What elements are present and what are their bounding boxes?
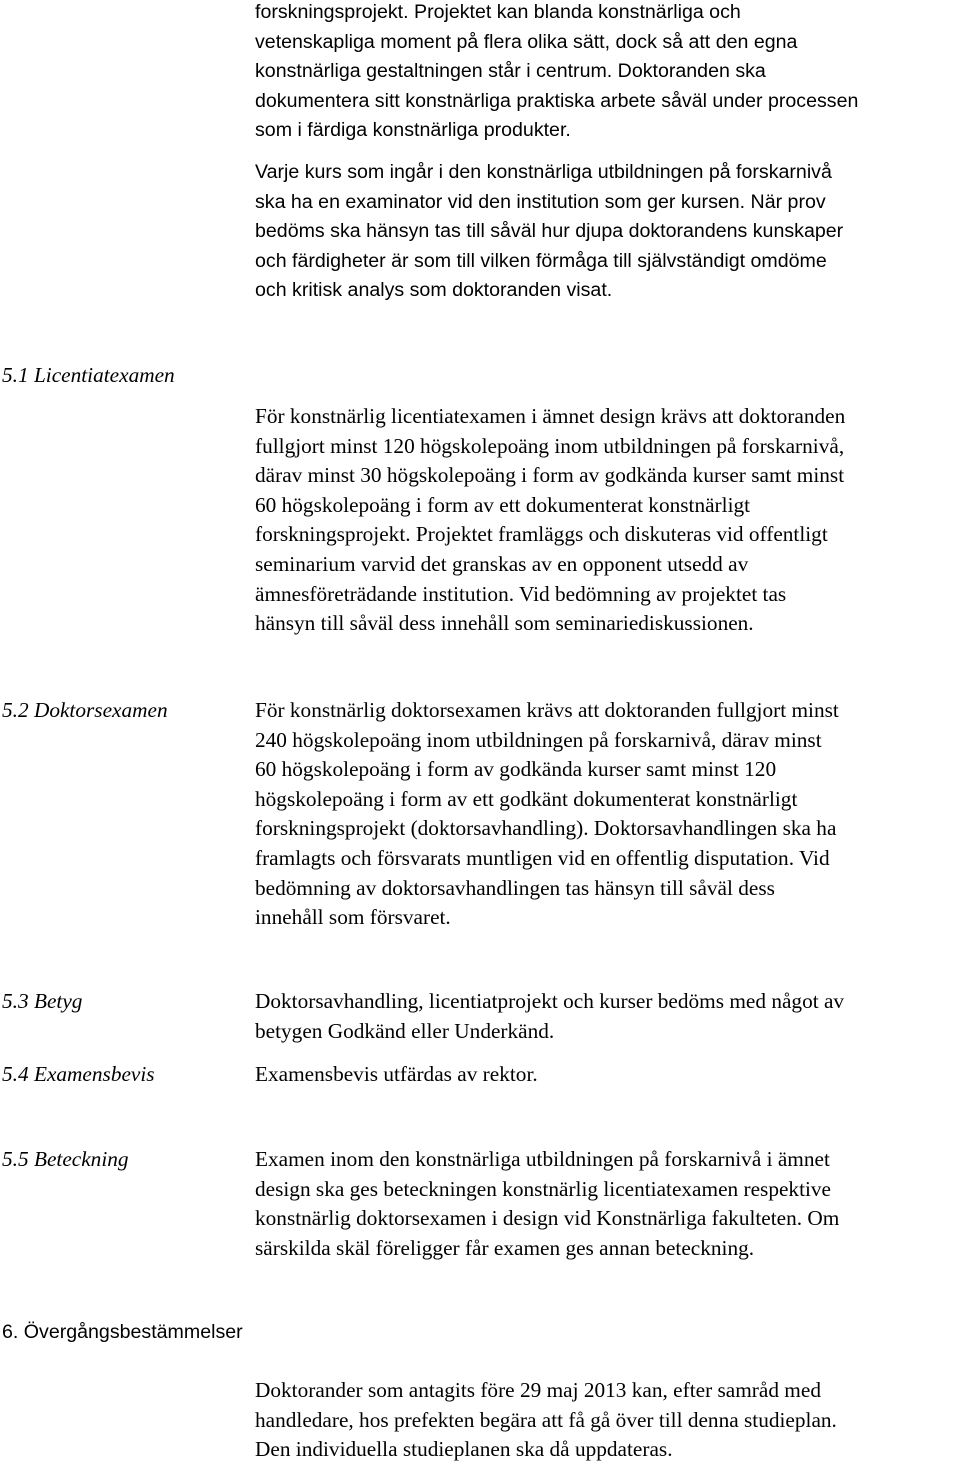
section-body-betyg xyxy=(255,987,960,1046)
text-line: konstnärlig doktorsexamen i design vid Konstnärliga fakulteten. Om xyxy=(255,1206,840,1231)
section-body-licentiatexamen xyxy=(255,402,960,639)
text-line: Den individuella studieplanen ska då uppdateras. xyxy=(255,1437,673,1462)
text-line: forskningsprojekt (doktorsavhandling). Doktorsavhandlingen ska ha xyxy=(255,816,837,841)
text-line: bedöms ska hänsyn tas till såväl hur djupa doktorandens kunskaper xyxy=(255,220,844,243)
examiner-paragraph xyxy=(255,158,960,306)
text-line: forskningsprojekt. Projektet kan blanda konstnärliga och xyxy=(255,1,741,23)
text-line: betygen Godkänd eller Underkänd. xyxy=(255,1018,555,1043)
section-body-doktorsexamen xyxy=(255,696,960,933)
text-line: seminarium varvid det granskas av en opponent utsedd av xyxy=(255,551,749,576)
text-line: bedömning av doktorsavhandlingen tas hänsyn till såväl dess xyxy=(255,875,775,900)
text-line: högskolepoäng i form av ett godkänt dokumenterat konstnärligt xyxy=(255,786,798,811)
section-body-examensbevis xyxy=(255,1060,960,1090)
text-line: 60 högskolepoäng i form av ett dokumenterat konstnärligt xyxy=(255,492,751,517)
text-line: konstnärliga gestaltningen står i centrum. Doktoranden ska xyxy=(255,60,766,83)
text-line: För konstnärlig doktorsexamen krävs att doktoranden fullgjort minst xyxy=(255,698,839,722)
section-heading-overgangsbestammelser: 6. Övergångsbestämmelser xyxy=(2,1321,243,1343)
text-line: För konstnärlig licentiatexamen i ämnet design krävs att doktoranden xyxy=(255,404,846,428)
text-line: ämnesföreträdande institution. Vid bedömning av projektet tas xyxy=(255,581,787,606)
text-line: design ska ges beteckningen konstnärlig licentiatexamen respektive xyxy=(255,1176,832,1201)
section-body-beteckning xyxy=(255,1145,960,1263)
text-line: som i färdiga konstnärliga produkter. xyxy=(255,119,571,142)
text-line: vetenskapliga moment på flera olika sätt, dock så att den egna xyxy=(255,30,798,53)
text-line: forskningsprojekt. Projektet framläggs och diskuteras vid offentligt xyxy=(255,522,828,547)
text-line: Doktorsavhandling, licentiatprojekt och kurser bedöms med något av xyxy=(255,989,845,1013)
section-body-overgangsbestammelser xyxy=(255,1376,960,1465)
text-line: framlagts och försvarats muntligen vid en offentlig disputation. Vid xyxy=(255,845,830,870)
text-line: 240 högskolepoäng inom utbildningen på forskarnivå, därav minst xyxy=(255,727,822,752)
section-heading-beteckning: 5.5 Beteckning xyxy=(2,1147,129,1171)
text-line: därav minst 30 högskolepoäng i form av godkända kurser samt minst xyxy=(255,463,845,488)
text-line: 60 högskolepoäng i form av godkända kurser samt minst 120 xyxy=(255,757,777,782)
text-line: Examen inom den konstnärliga utbildningen på forskarnivå i ämnet xyxy=(255,1147,830,1171)
text-line: Examensbevis utfärdas av rektor. xyxy=(255,1062,538,1086)
section-heading-betyg: 5.3 Betyg xyxy=(2,989,83,1013)
text-line: hänsyn till såväl dess innehåll som seminariediskussionen. xyxy=(255,611,754,636)
text-line: ska ha en examinator vid den institution som ger kursen. När prov xyxy=(255,190,826,213)
text-line: handledare, hos prefekten begära att få gå över till denna studieplan. xyxy=(255,1407,837,1432)
section-heading-licentiatexamen: 5.1 Licentiatexamen xyxy=(2,363,175,387)
section-heading-examensbevis: 5.4 Examensbevis xyxy=(2,1062,155,1086)
intro-paragraph xyxy=(255,0,960,146)
text-line: och färdigheter är som till vilken förmåga till självständigt omdöme xyxy=(255,249,827,272)
text-line: och kritisk analys som doktoranden visat. xyxy=(255,279,613,302)
text-line: Doktorander som antagits före 29 maj 2013 kan, efter samråd med xyxy=(255,1378,821,1402)
text-line: Varje kurs som ingår i den konstnärliga utbildningen på forskarnivå xyxy=(255,161,832,183)
text-line: dokumentera sitt konstnärliga praktiska arbete såväl under processen xyxy=(255,89,859,112)
text-line: särskilda skäl föreligger får examen ges annan beteckning. xyxy=(255,1235,755,1260)
section-heading-doktorsexamen: 5.2 Doktorsexamen xyxy=(2,698,168,722)
text-line: fullgjort minst 120 högskolepoäng inom utbildningen på forskarnivå, xyxy=(255,433,845,458)
text-line: innehåll som försvaret. xyxy=(255,905,451,930)
